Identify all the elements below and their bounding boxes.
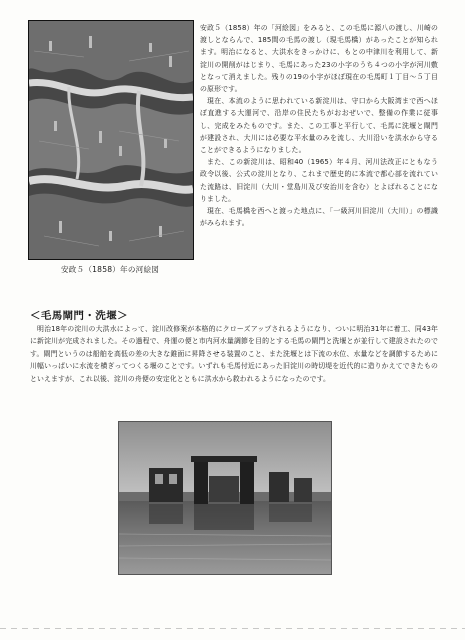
section-body-text <box>30 323 438 385</box>
paragraph-3: また、この新淀川は、昭和40（1965）年４月、河川法改正にともなう政令以後、公式の淀川となり、これまで歴史的に本流で都心部を流れていた流路は、旧淀川（大川・堂島川及び安治川を含む）とよばれることになりました。 <box>200 158 438 203</box>
lock-gate-photo <box>118 421 332 575</box>
right-column-text <box>200 22 438 229</box>
old-river-map-figure <box>28 20 194 260</box>
section-paragraph: 明治18年の淀川の大洪水によって、淀川改修案が本格的にクローズアップされるようになり、ついに明治31年に着工、同43年に新淀川が完成されました。その過程で、舟運の便と市内河水量調節を目的とする毛馬の閘門と洗堰とが並行して建設されたのです。閘門というのは船舶を高低の差の大きな錐面に昇降させる装置のこと、また洗堰とは下流の水位、水量などを調節するために川幅いっぱいに水流を横ぎってつくる堰のことです。いずれも毛馬付近にあった旧淀川の時切堤を近代的に造りかえてできたものといえますが、これ以後、淀川の舟便の安定化とともに洪水から救われるようになったのです。 <box>30 325 438 383</box>
sluice-gate-photograph <box>119 422 331 574</box>
scan-edge-line <box>0 628 465 629</box>
paragraph-1: 安政５（1858）年の「河絵図」をみると、この毛馬に源八の渡し、川崎の渡しとならんで、185間の毛馬の渡し（現毛馬橋）があったことが知られます。明治になると、大洪水をきっかけに、もとの中津川を利用して、新淀川の開削がはじまり、毛馬にあった23の小字のうち４つの小字が河川敷となって消えました。残りの19の小字がほぼ現在の毛馬町１丁目〜５丁目の原形です。 <box>200 24 438 94</box>
river-map-illustration <box>29 21 193 259</box>
paragraph-2: 現在、本流のように思われている新淀川は、守口から大阪湾まで西へほぼ直進する大運河で、沿岸の住民たちがおおぜいで、整備の作業に従事し、完成をみたものです。また、この工事と平行して、毛馬に洗堰と閘門が建設され、大川には必要な平水量のみを流し、大川沿いを洪水から守ることができるようになりました。 <box>200 97 438 155</box>
paragraph-4: 現在、毛馬橋を西へと渡った地点に、「一級河川旧淀川（大川）」の標識がみられます。 <box>200 207 438 228</box>
section-heading: ＜毛馬閘門・洗堰＞ <box>30 310 129 322</box>
figure-caption: 安政５（1858）年の河絵図 <box>60 265 160 274</box>
